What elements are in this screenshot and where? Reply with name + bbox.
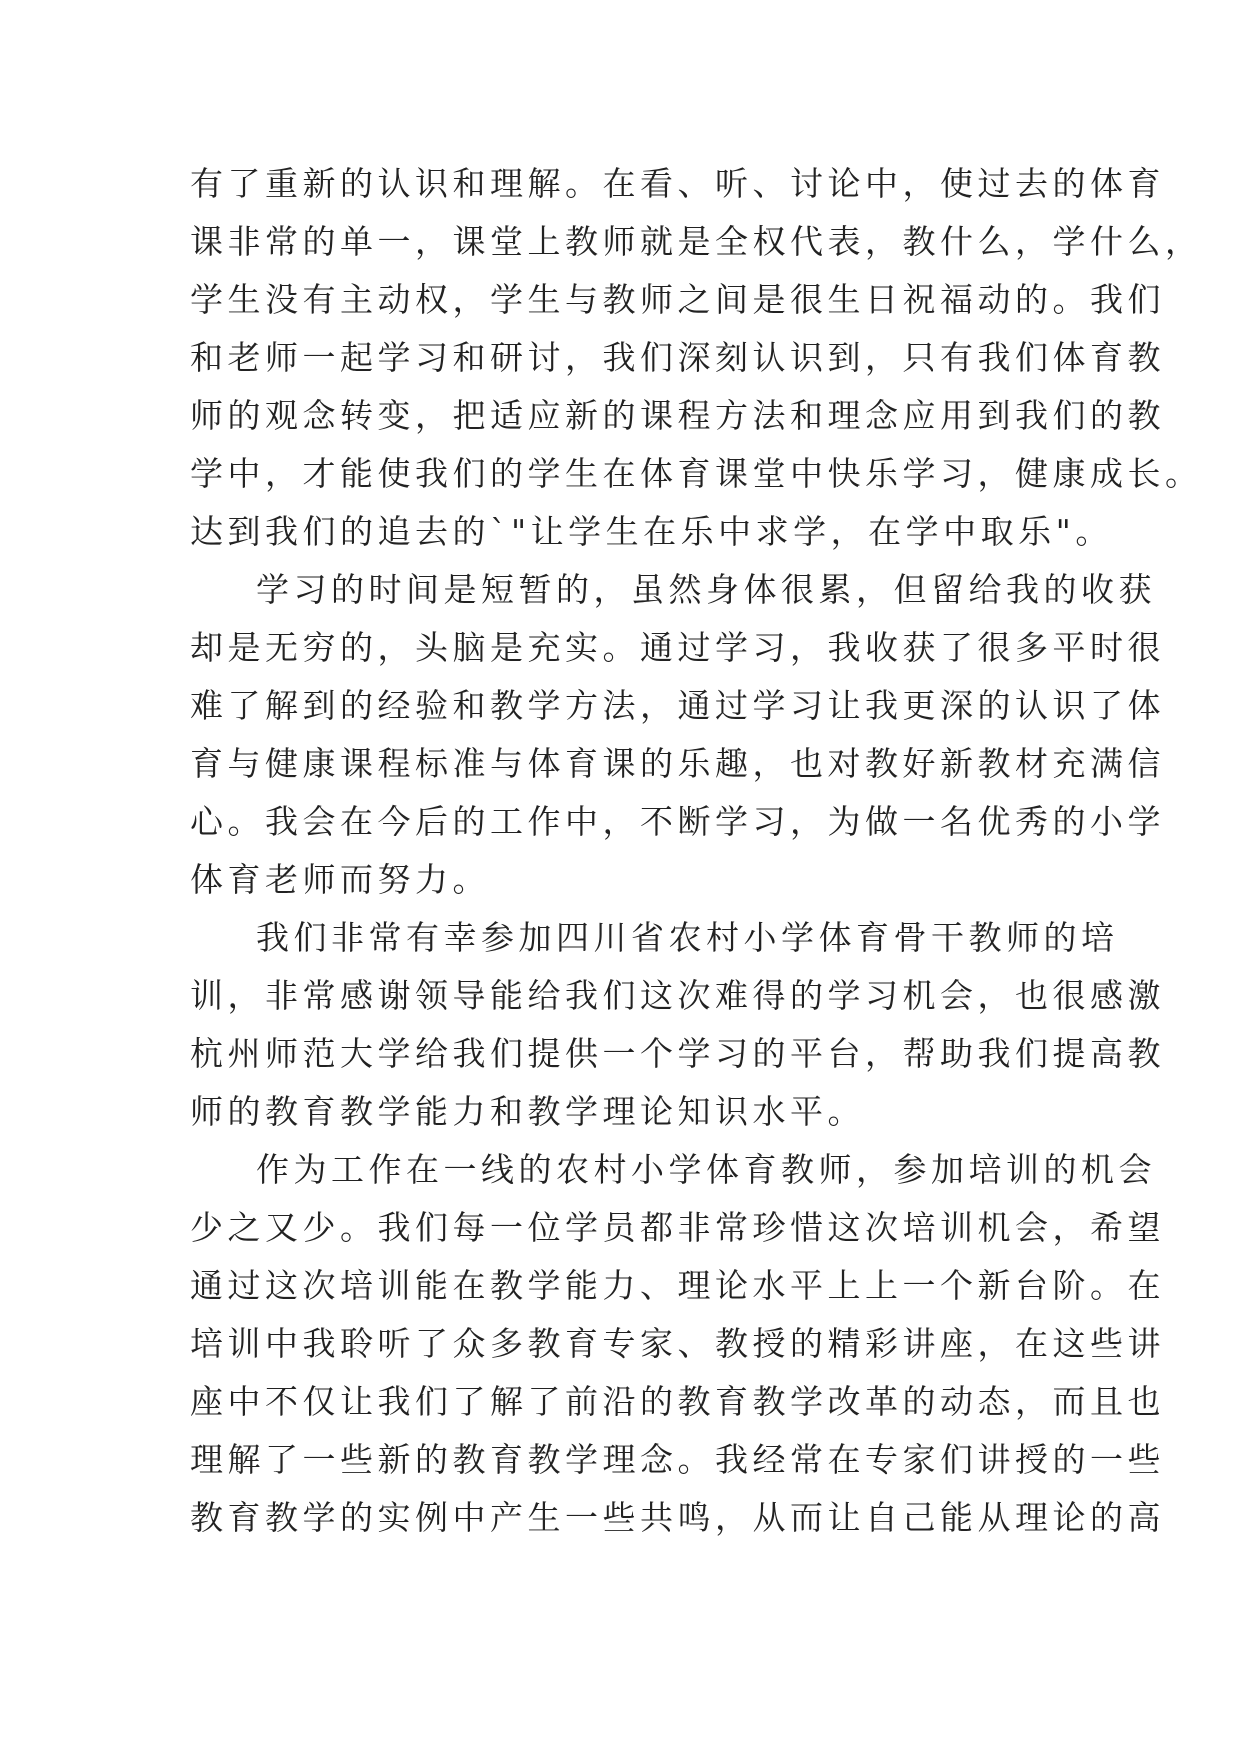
paragraph: [190, 909, 1165, 1141]
text-line: 体育老师而努力。: [190, 860, 490, 899]
text-line: 却是无穷的，头脑是充实。通过学习，我收获了很多平时很: [190, 628, 1165, 667]
text-line: 心。我会在今后的工作中，不断学习，为做一名优秀的小学: [190, 802, 1165, 841]
text-line: 训，非常感谢领导能给我们这次难得的学习机会，也很感激: [190, 976, 1165, 1015]
text-line: 达到我们的追去的`"让学生在乐中求学，在学中取乐"。: [190, 512, 1113, 551]
text-line: 难了解到的经验和教学方法，通过学习让我更深的认识了体: [190, 686, 1165, 725]
text-line: 作为工作在一线的农村小学体育教师，参加培训的机会: [256, 1150, 1156, 1189]
paragraph: [190, 561, 1165, 909]
text-line: 教育教学的实例中产生一些共鸣，从而让自己能从理论的高: [190, 1498, 1165, 1537]
text-line: 我们非常有幸参加四川省农村小学体育骨干教师的培: [256, 918, 1119, 957]
text-line: 师的教育教学能力和教学理论知识水平。: [190, 1092, 865, 1131]
text-line: 座中不仅让我们了解了前沿的教育教学改革的动态，而且也: [190, 1382, 1165, 1421]
text-line: 理解了一些新的教育教学理念。我经常在专家们讲授的一些: [190, 1440, 1165, 1479]
text-line: 师的观念转变，把适应新的课程方法和理念应用到我们的教: [190, 396, 1165, 435]
text-line: 少之又少。我们每一位学员都非常珍惜这次培训机会，希望: [190, 1208, 1165, 1247]
paragraph: [190, 155, 1203, 561]
text-line: 通过这次培训能在教学能力、理论水平上上一个新台阶。在: [190, 1266, 1165, 1305]
text-line: 学生没有主动权，学生与教师之间是很生日祝福动的。我们: [190, 280, 1165, 319]
text-line: 育与健康课程标准与体育课的乐趣，也对教好新教材充满信: [190, 744, 1165, 783]
text-line: 学习的时间是短暂的，虽然身体很累，但留给我的收获: [256, 570, 1156, 609]
text-line: 和老师一起学习和研讨，我们深刻认识到，只有我们体育教: [190, 338, 1165, 377]
text-line: 杭州师范大学给我们提供一个学习的平台，帮助我们提高教: [190, 1034, 1165, 1073]
text-line: 培训中我聆听了众多教育专家、教授的精彩讲座，在这些讲: [190, 1324, 1165, 1363]
text-line: 有了重新的认识和理解。在看、听、讨论中，使过去的体育: [190, 164, 1165, 203]
text-line: 学中，才能使我们的学生在体育课堂中快乐学习，健康成长。: [190, 454, 1203, 493]
paragraph: [190, 1141, 1165, 1547]
text-line: 课非常的单一，课堂上教师就是全权代表，教什么，学什么，: [190, 222, 1203, 261]
document-body: [190, 155, 1203, 1547]
